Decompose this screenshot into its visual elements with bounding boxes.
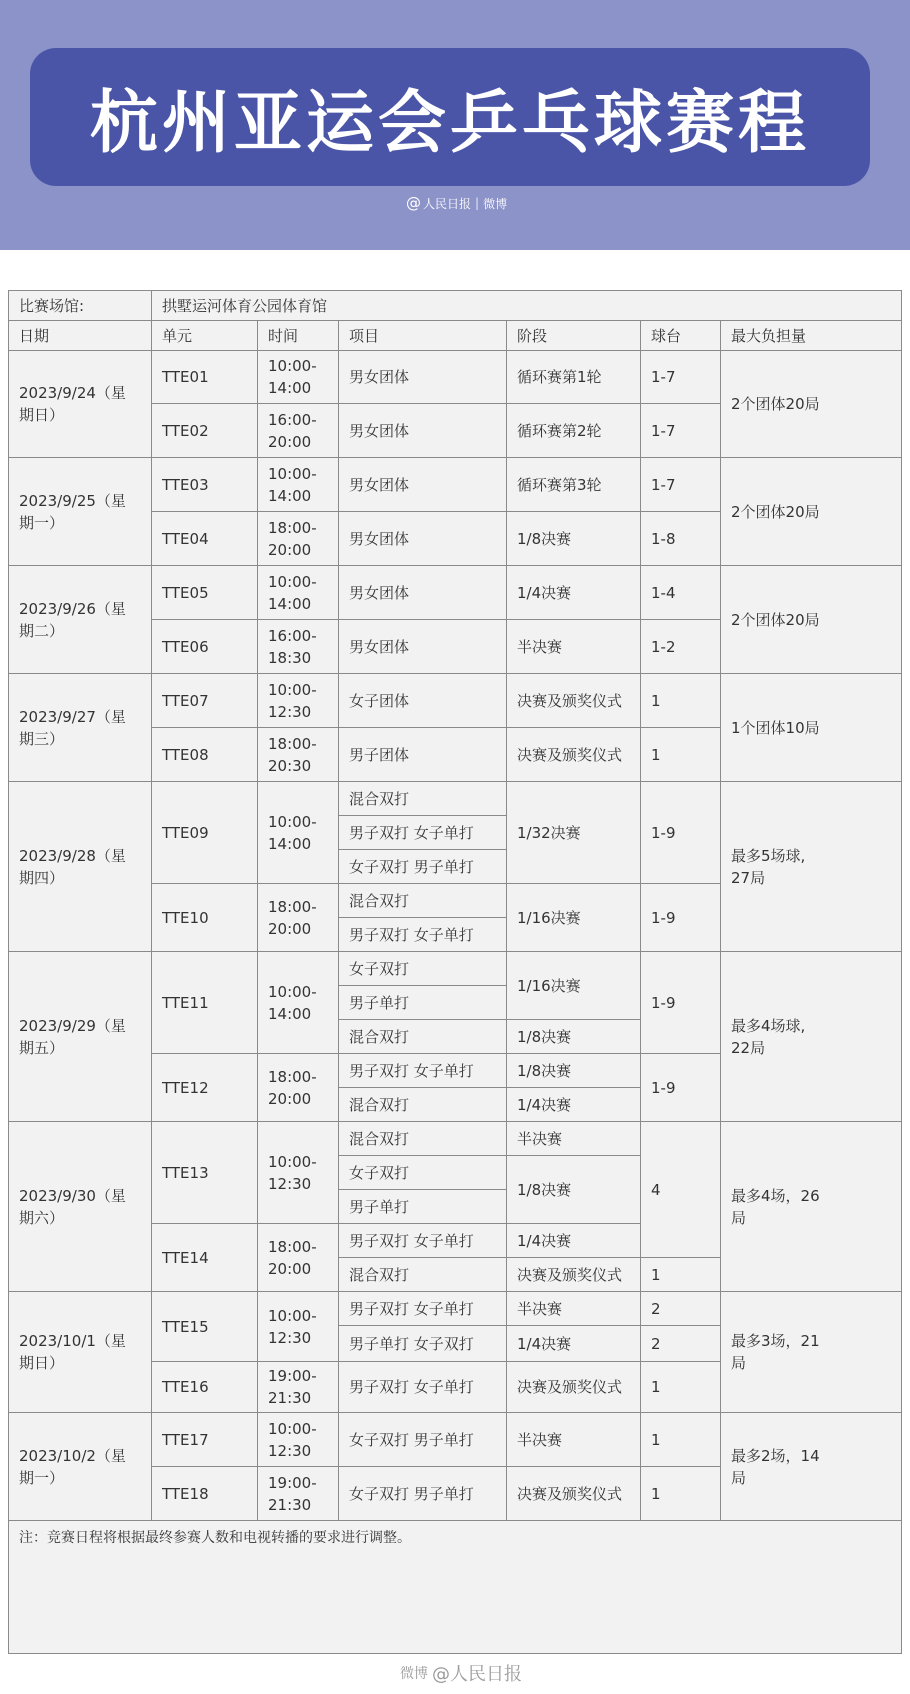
venue-label: 比赛场馆: [9, 291, 152, 321]
time-cell: 10:00- 12:30 [258, 1292, 339, 1362]
unit-cell: TTE05 [152, 566, 258, 620]
event-cell: 男子双打 女子单打 [339, 1362, 507, 1413]
event-cell: 女子团体 [339, 674, 507, 728]
column-header-time: 时间 [258, 321, 339, 351]
table-no-cell: 1-9 [641, 952, 721, 1054]
unit-cell: TTE17 [152, 1413, 258, 1467]
venue-value: 拱墅运河体育公园体育馆 [152, 291, 901, 321]
time-cell: 10:00- 12:30 [258, 1413, 339, 1467]
weibo-at-icon: @ [406, 194, 421, 212]
time-cell: 10:00- 12:30 [258, 674, 339, 728]
event-cell: 男子双打 女子单打 [339, 1054, 507, 1088]
table-no-cell: 1 [641, 1467, 721, 1521]
weibo-icon: 微博 [400, 1666, 428, 1682]
max-load-cell: 最多2场，14 局 [721, 1413, 901, 1521]
table-no-cell: 2 [641, 1292, 721, 1326]
event-cell: 男子单打 女子双打 [339, 1326, 507, 1362]
table-no-cell: 1-7 [641, 458, 721, 512]
stage-cell: 决赛及颁奖仪式 [507, 1467, 641, 1521]
table-no-cell: 1-9 [641, 782, 721, 884]
stage-cell: 循环赛第1轮 [507, 351, 641, 404]
column-header-date: 日期 [9, 321, 152, 351]
page-title: 杭州亚运会乒乓球赛程 [89, 83, 810, 163]
event-cell: 男子单打 [339, 986, 507, 1020]
time-cell: 16:00- 18:30 [258, 620, 339, 674]
watermark-text: @人民日报 [432, 1664, 522, 1685]
event-cell: 混合双打 [339, 782, 507, 816]
unit-cell: TTE13 [152, 1122, 258, 1224]
time-cell: 18:00- 20:00 [258, 1054, 339, 1122]
unit-cell: TTE04 [152, 512, 258, 566]
event-cell: 男女团体 [339, 404, 507, 458]
date-cell: 2023/9/27（星 期三） [9, 674, 152, 782]
table-no-cell: 1-8 [641, 512, 721, 566]
event-cell: 男子双打 女子单打 [339, 1292, 507, 1326]
table-no-cell: 1 [641, 1413, 721, 1467]
event-cell: 女子双打 男子单打 [339, 850, 507, 884]
unit-cell: TTE08 [152, 728, 258, 782]
stage-cell: 1/8决赛 [507, 1054, 641, 1088]
unit-cell: TTE14 [152, 1224, 258, 1292]
date-cell: 2023/9/28（星 期四） [9, 782, 152, 952]
stage-cell: 1/32决赛 [507, 782, 641, 884]
watermark [400, 1660, 522, 1686]
stage-cell: 循环赛第2轮 [507, 404, 641, 458]
event-cell: 男子双打 女子单打 [339, 816, 507, 850]
title-box [30, 48, 870, 186]
time-cell: 16:00- 20:00 [258, 404, 339, 458]
event-cell: 男女团体 [339, 351, 507, 404]
unit-cell: TTE06 [152, 620, 258, 674]
stage-cell: 1/8决赛 [507, 1020, 641, 1054]
unit-cell: TTE11 [152, 952, 258, 1054]
time-cell: 10:00- 14:00 [258, 782, 339, 884]
table-no-cell: 1-4 [641, 566, 721, 620]
time-cell: 19:00- 21:30 [258, 1362, 339, 1413]
event-cell: 混合双打 [339, 1122, 507, 1156]
date-cell: 2023/9/26（星 期二） [9, 566, 152, 674]
max-load-cell: 最多4场，26 局 [721, 1122, 901, 1292]
max-load-cell: 最多4场球, 22局 [721, 952, 901, 1122]
table-no-cell: 1-7 [641, 404, 721, 458]
event-cell: 男子双打 女子单打 [339, 1224, 507, 1258]
unit-cell: TTE12 [152, 1054, 258, 1122]
unit-cell: TTE03 [152, 458, 258, 512]
table-no-cell: 1 [641, 674, 721, 728]
max-load-cell: 2个团体20局 [721, 351, 901, 458]
event-cell: 混合双打 [339, 1020, 507, 1054]
date-cell: 2023/9/30（星 期六） [9, 1122, 152, 1292]
time-cell: 10:00- 14:00 [258, 351, 339, 404]
max-load-cell: 2个团体20局 [721, 566, 901, 674]
date-cell: 2023/9/29（星 期五） [9, 952, 152, 1122]
time-cell: 18:00- 20:00 [258, 512, 339, 566]
table-no-cell: 1 [641, 1258, 721, 1292]
time-cell: 10:00- 14:00 [258, 952, 339, 1054]
stage-cell: 循环赛第3轮 [507, 458, 641, 512]
logo-sub: 微博 [483, 196, 508, 211]
unit-cell: TTE10 [152, 884, 258, 952]
unit-cell: TTE18 [152, 1467, 258, 1521]
schedule-table [8, 290, 902, 1654]
stage-cell: 1/4决赛 [507, 1326, 641, 1362]
date-cell: 2023/9/24（星 期日） [9, 351, 152, 458]
max-load-cell: 最多3场，21 局 [721, 1292, 901, 1413]
unit-cell: TTE01 [152, 351, 258, 404]
event-cell: 混合双打 [339, 884, 507, 918]
stage-cell: 1/4决赛 [507, 566, 641, 620]
column-header-max-load: 最大负担量 [721, 321, 901, 351]
stage-cell: 决赛及颁奖仪式 [507, 1362, 641, 1413]
time-cell: 10:00- 12:30 [258, 1122, 339, 1224]
event-cell: 女子双打 男子单打 [339, 1413, 507, 1467]
event-cell: 男子单打 [339, 1190, 507, 1224]
unit-cell: TTE16 [152, 1362, 258, 1413]
event-cell: 女子双打 [339, 952, 507, 986]
event-cell: 男女团体 [339, 512, 507, 566]
stage-cell: 决赛及颁奖仪式 [507, 1258, 641, 1292]
time-cell: 18:00- 20:00 [258, 884, 339, 952]
table-no-cell: 1 [641, 1362, 721, 1413]
stage-cell: 1/8决赛 [507, 512, 641, 566]
time-cell: 10:00- 14:00 [258, 566, 339, 620]
logo-text: 人民日报 [423, 196, 472, 211]
table-no-cell: 1 [641, 728, 721, 782]
date-cell: 2023/10/1（星 期日） [9, 1292, 152, 1413]
table-no-cell: 1-2 [641, 620, 721, 674]
stage-cell: 1/16决赛 [507, 952, 641, 1020]
stage-cell: 半决赛 [507, 1413, 641, 1467]
event-cell: 男女团体 [339, 458, 507, 512]
stage-cell: 1/16决赛 [507, 884, 641, 952]
stage-cell: 半决赛 [507, 620, 641, 674]
date-cell: 2023/9/25（星 期一） [9, 458, 152, 566]
event-cell: 男女团体 [339, 620, 507, 674]
table-no-cell: 4 [641, 1122, 721, 1258]
event-cell: 女子双打 男子单打 [339, 1467, 507, 1521]
stage-cell: 决赛及颁奖仪式 [507, 674, 641, 728]
header-banner [0, 0, 910, 250]
time-cell: 18:00- 20:30 [258, 728, 339, 782]
event-cell: 混合双打 [339, 1258, 507, 1292]
event-cell: 男子团体 [339, 728, 507, 782]
stage-cell: 1/4决赛 [507, 1224, 641, 1258]
max-load-cell: 2个团体20局 [721, 458, 901, 566]
stage-cell: 1/8决赛 [507, 1156, 641, 1224]
event-cell: 混合双打 [339, 1088, 507, 1122]
time-cell: 10:00- 14:00 [258, 458, 339, 512]
date-cell: 2023/10/2（星 期一） [9, 1413, 152, 1521]
unit-cell: TTE07 [152, 674, 258, 728]
max-load-cell: 最多5场球, 27局 [721, 782, 901, 952]
column-header-table-no: 球台 [641, 321, 721, 351]
time-cell: 19:00- 21:30 [258, 1467, 339, 1521]
stage-cell: 决赛及颁奖仪式 [507, 728, 641, 782]
time-cell: 18:00- 20:00 [258, 1224, 339, 1292]
column-header-event: 项目 [339, 321, 507, 351]
unit-cell: TTE02 [152, 404, 258, 458]
unit-cell: TTE09 [152, 782, 258, 884]
stage-cell: 半决赛 [507, 1122, 641, 1156]
table-no-cell: 1-7 [641, 351, 721, 404]
logo-separator: | [475, 196, 480, 210]
table-no-cell: 2 [641, 1326, 721, 1362]
event-cell: 男女团体 [339, 566, 507, 620]
table-no-cell: 1-9 [641, 884, 721, 952]
event-cell: 女子双打 [339, 1156, 507, 1190]
max-load-cell: 1个团体10局 [721, 674, 901, 782]
people-daily-weibo-logo [406, 192, 507, 214]
column-header-unit: 单元 [152, 321, 258, 351]
table-no-cell: 1-9 [641, 1054, 721, 1122]
stage-cell: 半决赛 [507, 1292, 641, 1326]
stage-cell: 1/4决赛 [507, 1088, 641, 1122]
column-header-stage: 阶段 [507, 321, 641, 351]
event-cell: 男子双打 女子单打 [339, 918, 507, 952]
note-row: 注：竞赛日程将根据最终参赛人数和电视转播的要求进行调整。 [19, 1530, 411, 1546]
unit-cell: TTE15 [152, 1292, 258, 1362]
